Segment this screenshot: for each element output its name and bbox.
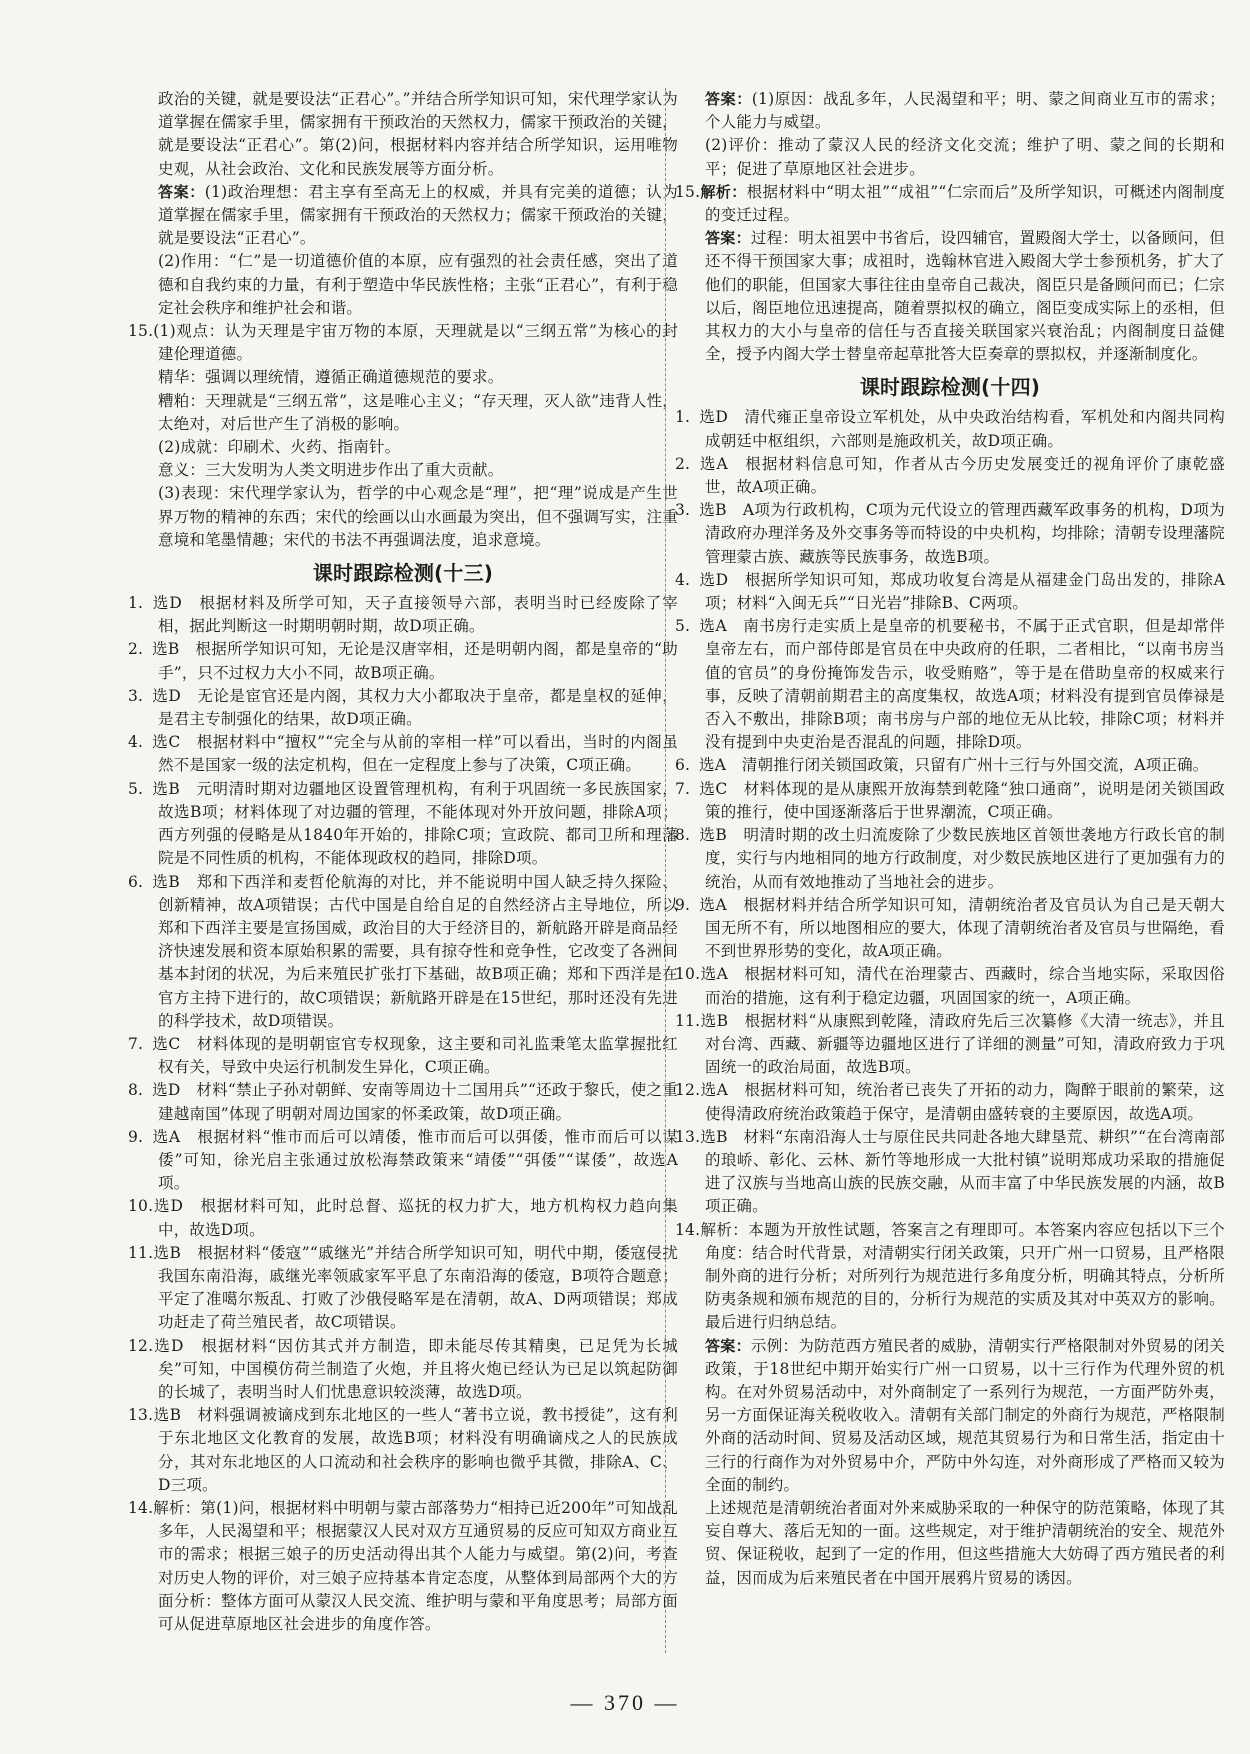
item-text: 解析：本题为开放性试题，答案言之有理即可。本答案内容应包括以下三个角度：结合时代背景，对清朝实行闭关政策，只开广州一口贸易，且严格限制外商的进行分析；对所列行为规范进行多角度分析，明确其特点，分析所防夷条规和颁布规范的目的，分析行为规范的实质及其对中英双方的影响。最后进行归纳总结。 <box>700 1220 1225 1332</box>
item-number: 7. <box>128 1034 144 1053</box>
item-number: 9. <box>128 1127 144 1146</box>
question-15-dross: 糟粕：天理就是“三纲五常”，这是唯心主义；“存天理，灭人欲”违背人性，太绝对，对后世产生了消极的影响。 <box>158 391 678 433</box>
item-number: 12. <box>128 1336 154 1355</box>
list-item <box>128 592 678 638</box>
answer-14-text-1: (1)原因：战乱多年，人民渴望和平；明、蒙之间商业互市的需求；个人能力与威望。 <box>705 90 1225 132</box>
answer-label: 答案： <box>705 90 752 108</box>
item-number: 6. <box>128 872 144 891</box>
item-text: 选A 清朝推行闭关锁国政策，只留有广州十三行与外国交流，A项正确。 <box>699 756 1209 775</box>
item-text: 选B 郑和下西洋和麦哲伦航海的对比，并不能说明中国人缺乏持久探险、创新精神，故A项错误；古代中国是自给自足的自然经济占主导地位，所以郑和下西洋主要是宣扬国威，政治目的大于经济目的，新航路开辟是商品经济快速发展和资本原始积累的需要，具有掠夺性和竞争性，它改变了各洲间基本封闭的状况，为后来殖民扩张打下基础，故B项正确；郑和下西洋是在官方主持下进行的，故C项错误；新航路开辟是在15世纪，那时还没有先进的科学技术，故D项错误。 <box>152 872 678 1030</box>
item-text: 选C 材料体现的是明朝宦官专权现象，这主要和司礼监秉笔太监掌握批红权有关，导致中央运行机制发生异化，C项正确。 <box>152 1034 678 1077</box>
answer-14-example-text: 示例：为防范西方殖民者的威胁，清朝实行严格限制对外贸易的闭关政策，于18世纪中期开始实行广州一口贸易，以十三行作为代理外贸的机构。在对外贸易活动中，对外商制定了一系列行为规范，一方面严防外夷，另一方面保证海关税收收入。清朝有关部门制定的外商行为规范，严格限制外商的活动时间、贸易及活动区域，规范其贸易行为和日常生活，指定由十三行的行商作为对外贸易中介，严防中外勾连，对外商形成了严格而又较为全面的制约。 <box>705 1336 1225 1494</box>
item-number: 4. <box>675 570 691 589</box>
item-text: 选D 根据材料“因仿其式并方制造，即未能尽传其精奥，已足凭为长城矣”可知，中国模仿荷兰制造了火炮，并且将火炮已经认为已足以筑起防御的长城了，表明当时人们忧患意识较淡薄，故选D项。 <box>153 1336 678 1401</box>
item-text: 选A 根据材料可知，统治者已丧失了开拓的动力，陶醉于眼前的繁荣，这使得清政府统治政策趋于保守，是清朝由盛转衰的主要原因，故选A项。 <box>700 1081 1225 1123</box>
answer-paragraph-1 <box>128 181 678 251</box>
answer-14-paragraph-1 <box>675 88 1225 134</box>
item-number: 5. <box>675 617 691 636</box>
question-15-achievement: (2)成就：印刷术、火药、指南针。 <box>158 438 401 457</box>
item-text: 选B 材料“东南沿海人士与原住民共同赴各地大肆垦荒、耕织”“在台湾南部的琅峤、彰化、云林、新竹等地形成一大批村镇”说明郑成功采取的措施促进了汉族与当地高山族的民族交融，从而丰富了中华民族发展的内涵，故B项正确。 <box>700 1127 1225 1216</box>
question-15-significance: 意义：三大发明为人类文明进步作出了重大贡献。 <box>158 461 504 480</box>
item-text: 选B 根据所学知识可知，无论是汉唐宰相，还是明朝内阁，都是皇帝的“助手”，只不过权力大小不同，故B项正确。 <box>152 640 678 682</box>
list-item <box>675 615 1225 754</box>
item-text: 选A 南书房行走实质上是皇帝的机要秘书，不属于正式官职，但是却常伴皇帝左右，而户部侍郎是官员在中央政府的任职，二者相比，“以南书房当值的官员”的身份掩饰发告示，收受贿赂”，等于是在借助皇帝的权威来行事，反映了清朝前期君主的高度集权，故选A项；材料没有提到官员俸禄是否入不敷出，排除B项；南书房与户部的地位无从比较，排除C项；材料并没有提到中央吏治是否混乱的问题，排除D项。 <box>699 617 1225 752</box>
list-item <box>128 1335 678 1405</box>
list-item <box>675 453 1225 499</box>
page-number: — 370 — <box>570 1690 680 1715</box>
item-text: 选D 清代雍正皇帝设立军机处，从中央政治结构看，军机处和内阁共同构成朝廷中枢组织，六部则是施政机关，故D项正确。 <box>699 408 1225 450</box>
item-number: 10. <box>675 965 701 984</box>
list-item <box>675 778 1225 824</box>
section-title-13: 课时跟踪检测(十三) <box>312 561 494 586</box>
question-number: 15. <box>675 182 701 201</box>
list-item <box>675 824 1225 894</box>
answer-paragraph-2: (2)作用：“仁”是一切道德价值的本原，应有强烈的社会责任感，突出了道德和自我约束的力量，有利于塑造中华民族性格；主张“正君心”，有利于稳定社会秩序和维护社会和谐。 <box>158 252 678 317</box>
item-number: 1. <box>128 594 144 613</box>
item-text: 选D 根据材料可知，此时总督、巡抚的权力扩大，地方机构权力趋向集中，故选D项。 <box>153 1197 678 1239</box>
item-number: 11. <box>675 1011 701 1030</box>
item-text: 选C 根据材料中“擅权”“完全与从前的宰相一样”可以看出，当时的内阁虽然不是国家一级的法定机构，但在一定程度上参与了决策，C项正确。 <box>152 733 678 775</box>
item-text: 选B A项为行政机构，C项为元代设立的管理西藏军政事务的机构，D项为清政府办理洋务及外交事务等而特设的中央机构，均排除；清朝专设理藩院管理蒙古族、藏族等民族事务，故选B项。 <box>699 501 1225 566</box>
list-item <box>128 778 678 871</box>
answer-label: 答案： <box>705 1336 751 1355</box>
item-number: 10. <box>128 1197 154 1216</box>
item-text: 选D 根据所学知识可知，郑成功收复台湾是从福建金门岛出发的，排除A项；材料“入闽无兵”“日光岩”排除B、C两项。 <box>699 570 1225 613</box>
answer-14-conclusion: 上述规范是清朝统治者面对外来威胁采取的一种保守的防范策略，体现了其妄自尊大、落后无知的一面。这些规定，对于维护清朝统治的安全、规范外贸、保证税收，起到了一定的作用，但这些措施大大妨碍了西方殖民者的利益，因而成为后来殖民者在中国开展鸦片贸易的诱因。 <box>705 1498 1225 1587</box>
question-number: 15. <box>128 322 154 341</box>
item-number: 14. <box>128 1498 154 1517</box>
list-item <box>128 1195 678 1241</box>
list-item <box>128 1079 678 1125</box>
list-item <box>675 1219 1225 1335</box>
item-number: 8. <box>128 1081 144 1100</box>
item-text: 选A 根据材料信息可知，作者从古今历史发展变迁的视角评价了康乾盛世，故A项正确。 <box>699 454 1225 497</box>
item-number: 9. <box>675 895 691 914</box>
item-text: 选B 材料强调被谪戍到东北地区的一些人“著书立说，教书授徒”，这有利于东北地区文化教育的发展，故选B项；材料没有明确谪戍之人的民族成分，其对东北地区的人口流动和社会秩序的影响也微乎其微，排除A、C、D三项。 <box>153 1406 678 1494</box>
item-number: 13. <box>675 1127 701 1146</box>
list-item <box>128 731 678 777</box>
item-text: 选B 根据材料“倭寇”“戚继光”并结合所学知识可知，明代中期，倭寇侵扰我国东南沿海，戚继光率领戚家军平息了东南沿海的倭寇，B项符合题意；平定了准噶尔叛乱、打败了沙俄侵略军是在清朝，故A、D两项错误；郑成功赶走了荷兰殖民者，故C项错误。 <box>153 1243 678 1332</box>
list-item <box>675 499 1225 569</box>
answer-label: 答案： <box>158 182 205 201</box>
answer-14-paragraph-2: (2)评价：推动了蒙汉人民的经济文化交流；维护了明、蒙之间的长期和平；促进了草原地区社会进步。 <box>705 136 1225 178</box>
item-number: 12. <box>675 1081 701 1100</box>
item-number: 3. <box>675 501 691 520</box>
item-number: 13. <box>128 1406 154 1425</box>
answer-15-text: 过程：明太祖罢中书省后，设四辅官，置殿阁大学士，以备顾问，但还不得干预国家大事；成祖时，选翰林官进入殿阁大学士参预机务，扩大了他们的职能，但国家大事往往由皇帝自己裁决，阁臣只是备顾问而已；仁宗以后，阁臣地位迅速提高，随着票拟权的确立，阁臣变成实际上的丞相，但其权力的大小与皇帝的信任与否直接关联国家兴衰治乱；内阁制度日益健全，授予内阁大学士替皇帝起草批答大臣奏章的票拟权，并逐渐制度化。 <box>705 229 1225 364</box>
question-15-analysis <box>675 181 1225 227</box>
right-column <box>675 88 1225 1653</box>
item-number: 1. <box>675 408 691 427</box>
item-text: 选D 材料“禁止子孙对朝鲜、安南等周边十二国用兵”“还政于黎氏，使之重建越南国”体现了明朝对周边国家的怀柔政策，故D项正确。 <box>152 1081 678 1123</box>
list-item <box>675 1010 1225 1080</box>
item-number: 2. <box>128 640 144 659</box>
list-item <box>675 963 1225 1009</box>
column-divider <box>665 88 666 1653</box>
item-number: 5. <box>128 779 144 798</box>
answer-15-paragraph <box>675 227 1225 366</box>
item-text: 解析：第(1)问，根据材料中明朝与蒙古部落势力“相持已近200年”可知战乱多年，人民渴望和平；根据蒙汉人民对双方互通贸易的反应可知双方商业互市的需求；根据三娘子的历史活动得出其个人能力与威望。第(2)问，考查对历史人物的评价，对三娘子应持基本肯定态度，从整体到局部两个大的方面分析：整体方面可从蒙汉人民交流、维护明与蒙和平角度思考；局部方面可从促进草原地区社会进步的角度作答。 <box>153 1498 678 1633</box>
item-number: 3. <box>128 686 144 705</box>
answer-text-1: (1)政治理想：君主享有至高无上的权威，并具有完美的道德；认为道掌握在儒家手里，儒家拥有干预政治的天然权力；儒家干预政治的关键，就是要设法“正君心”。 <box>158 182 678 248</box>
question-15-text: (1)观点：认为天理是宇宙万物的本原，天理就是以“三纲五常”为核心的封建伦理道德。 <box>153 322 678 364</box>
list-item <box>128 1404 678 1497</box>
list-item <box>675 406 1225 452</box>
question-15-essence: 精华：强调以理统情，遵循正确道德规范的要求。 <box>158 368 504 387</box>
item-text: 选A 根据材料可知，清代在治理蒙古、西藏时，综合当地实际，采取因俗而治的措施，这有利于稳定边疆，巩固国家的统一，A项正确。 <box>700 965 1225 1007</box>
item-text: 选A 根据材料“惟市而后可以靖倭，惟市而后可以弭倭，惟市而后可以谋倭”可知，徐光启主张通过放松海禁政策来“靖倭”“弭倭”“谋倭”，故选A项。 <box>152 1127 678 1193</box>
item-text: 选D 无论是宦官还是内阁，其权力大小都取决于皇帝，都是皇权的延伸，是君主专制强化的结果，故D项正确。 <box>152 686 678 729</box>
item-number: 4. <box>128 733 144 752</box>
answer-label: 答案： <box>705 229 751 248</box>
item-number: 2. <box>675 454 691 473</box>
question-15-manifestation: (3)表现：宋代理学家认为，哲学的中心观念是“理”，把“理”说成是产生世界万物的精神的东西；宋代的绘画以山水画最为突出，但不强调写实，注重意境和笔墨情趣；宋代的书法不再强调法度，追求意境。 <box>158 484 678 549</box>
list-item <box>128 1033 678 1079</box>
list-item <box>675 569 1225 615</box>
section-title-14: 课时跟踪检测(十四) <box>859 375 1041 400</box>
list-item <box>128 685 678 731</box>
list-item <box>675 1126 1225 1219</box>
list-item <box>128 1126 678 1196</box>
answer-14-example <box>675 1335 1225 1497</box>
list-item <box>128 1497 678 1636</box>
analysis-text: 根据材料中“明太祖”“成祖”“仁宗而后”及所学知识，可概述内阁制度的变迁过程。 <box>705 182 1225 225</box>
list-item <box>128 871 678 1033</box>
item-text: 选B 根据材料“从康熙到乾隆，清政府先后三次纂修《大清一统志》，并且对台湾、西藏、新疆等边疆地区进行了详细的测量”可知，清政府致力于巩固统一的政治局面，故选B项。 <box>700 1011 1225 1077</box>
left-column <box>128 88 678 1653</box>
list-item <box>675 754 1225 777</box>
item-number: 11. <box>128 1243 154 1262</box>
intro-paragraph: 政治的关键，就是要设法“正君心”。”并结合所学知识可知，宋代理学家认为道掌握在儒家手里，儒家拥有干预政治的天然权力，儒家干预政治的关键，就是要设法“正君心”。第(2)问，根据材料内容并结合所学知识，运用唯物史观，从社会政治、文化和民族发展等方面分析。 <box>158 90 678 178</box>
item-text: 选B 元明清时期对边疆地区设置管理机构，有利于巩固统一多民族国家，故选B项；材料体现了对边疆的管理，不能体现对外开放问题，排除A项；西方列强的侵略是从1840年开始的，排除C项；宣政院、都司卫所和理藩院是不同性质的机构，不能体现政权的趋同，排除D项。 <box>152 779 678 868</box>
item-number: 6. <box>675 756 691 775</box>
item-number: 8. <box>675 826 691 845</box>
item-text: 选D 根据材料及所学可知，天子直接领导六部，表明当时已经废除了宰相，据此判断这一时期明朝时期，故D项正确。 <box>152 594 678 636</box>
analysis-label: 解析： <box>700 182 747 201</box>
list-item <box>128 638 678 684</box>
item-text: 选C 材料体现的是从康熙开放海禁到乾隆“独口通商”，说明是闭关锁国政策的推行，使中国逐渐落后于世界潮流，C项正确。 <box>699 779 1225 821</box>
list-item <box>675 894 1225 964</box>
item-number: 14. <box>675 1220 701 1239</box>
list-item <box>675 1079 1225 1125</box>
question-15-paragraph <box>128 320 678 366</box>
item-text: 选A 根据材料并结合所学知识可知，清朝统治者及官员认为自己是天朝大国无所不有，所以地图相应的要大，体现了清朝统治者及官员与世隔绝，看不到世界形势的变化，故A项正确。 <box>699 895 1225 961</box>
item-text: 选B 明清时期的改土归流废除了少数民族地区首领世袭地方行政长官的制度，实行与内地相同的地方行政制度，对少数民族地区进行了更加强有力的统治，从而有效地推动了当地社会的进步。 <box>699 826 1225 891</box>
list-item <box>128 1242 678 1335</box>
item-number: 7. <box>675 779 691 798</box>
